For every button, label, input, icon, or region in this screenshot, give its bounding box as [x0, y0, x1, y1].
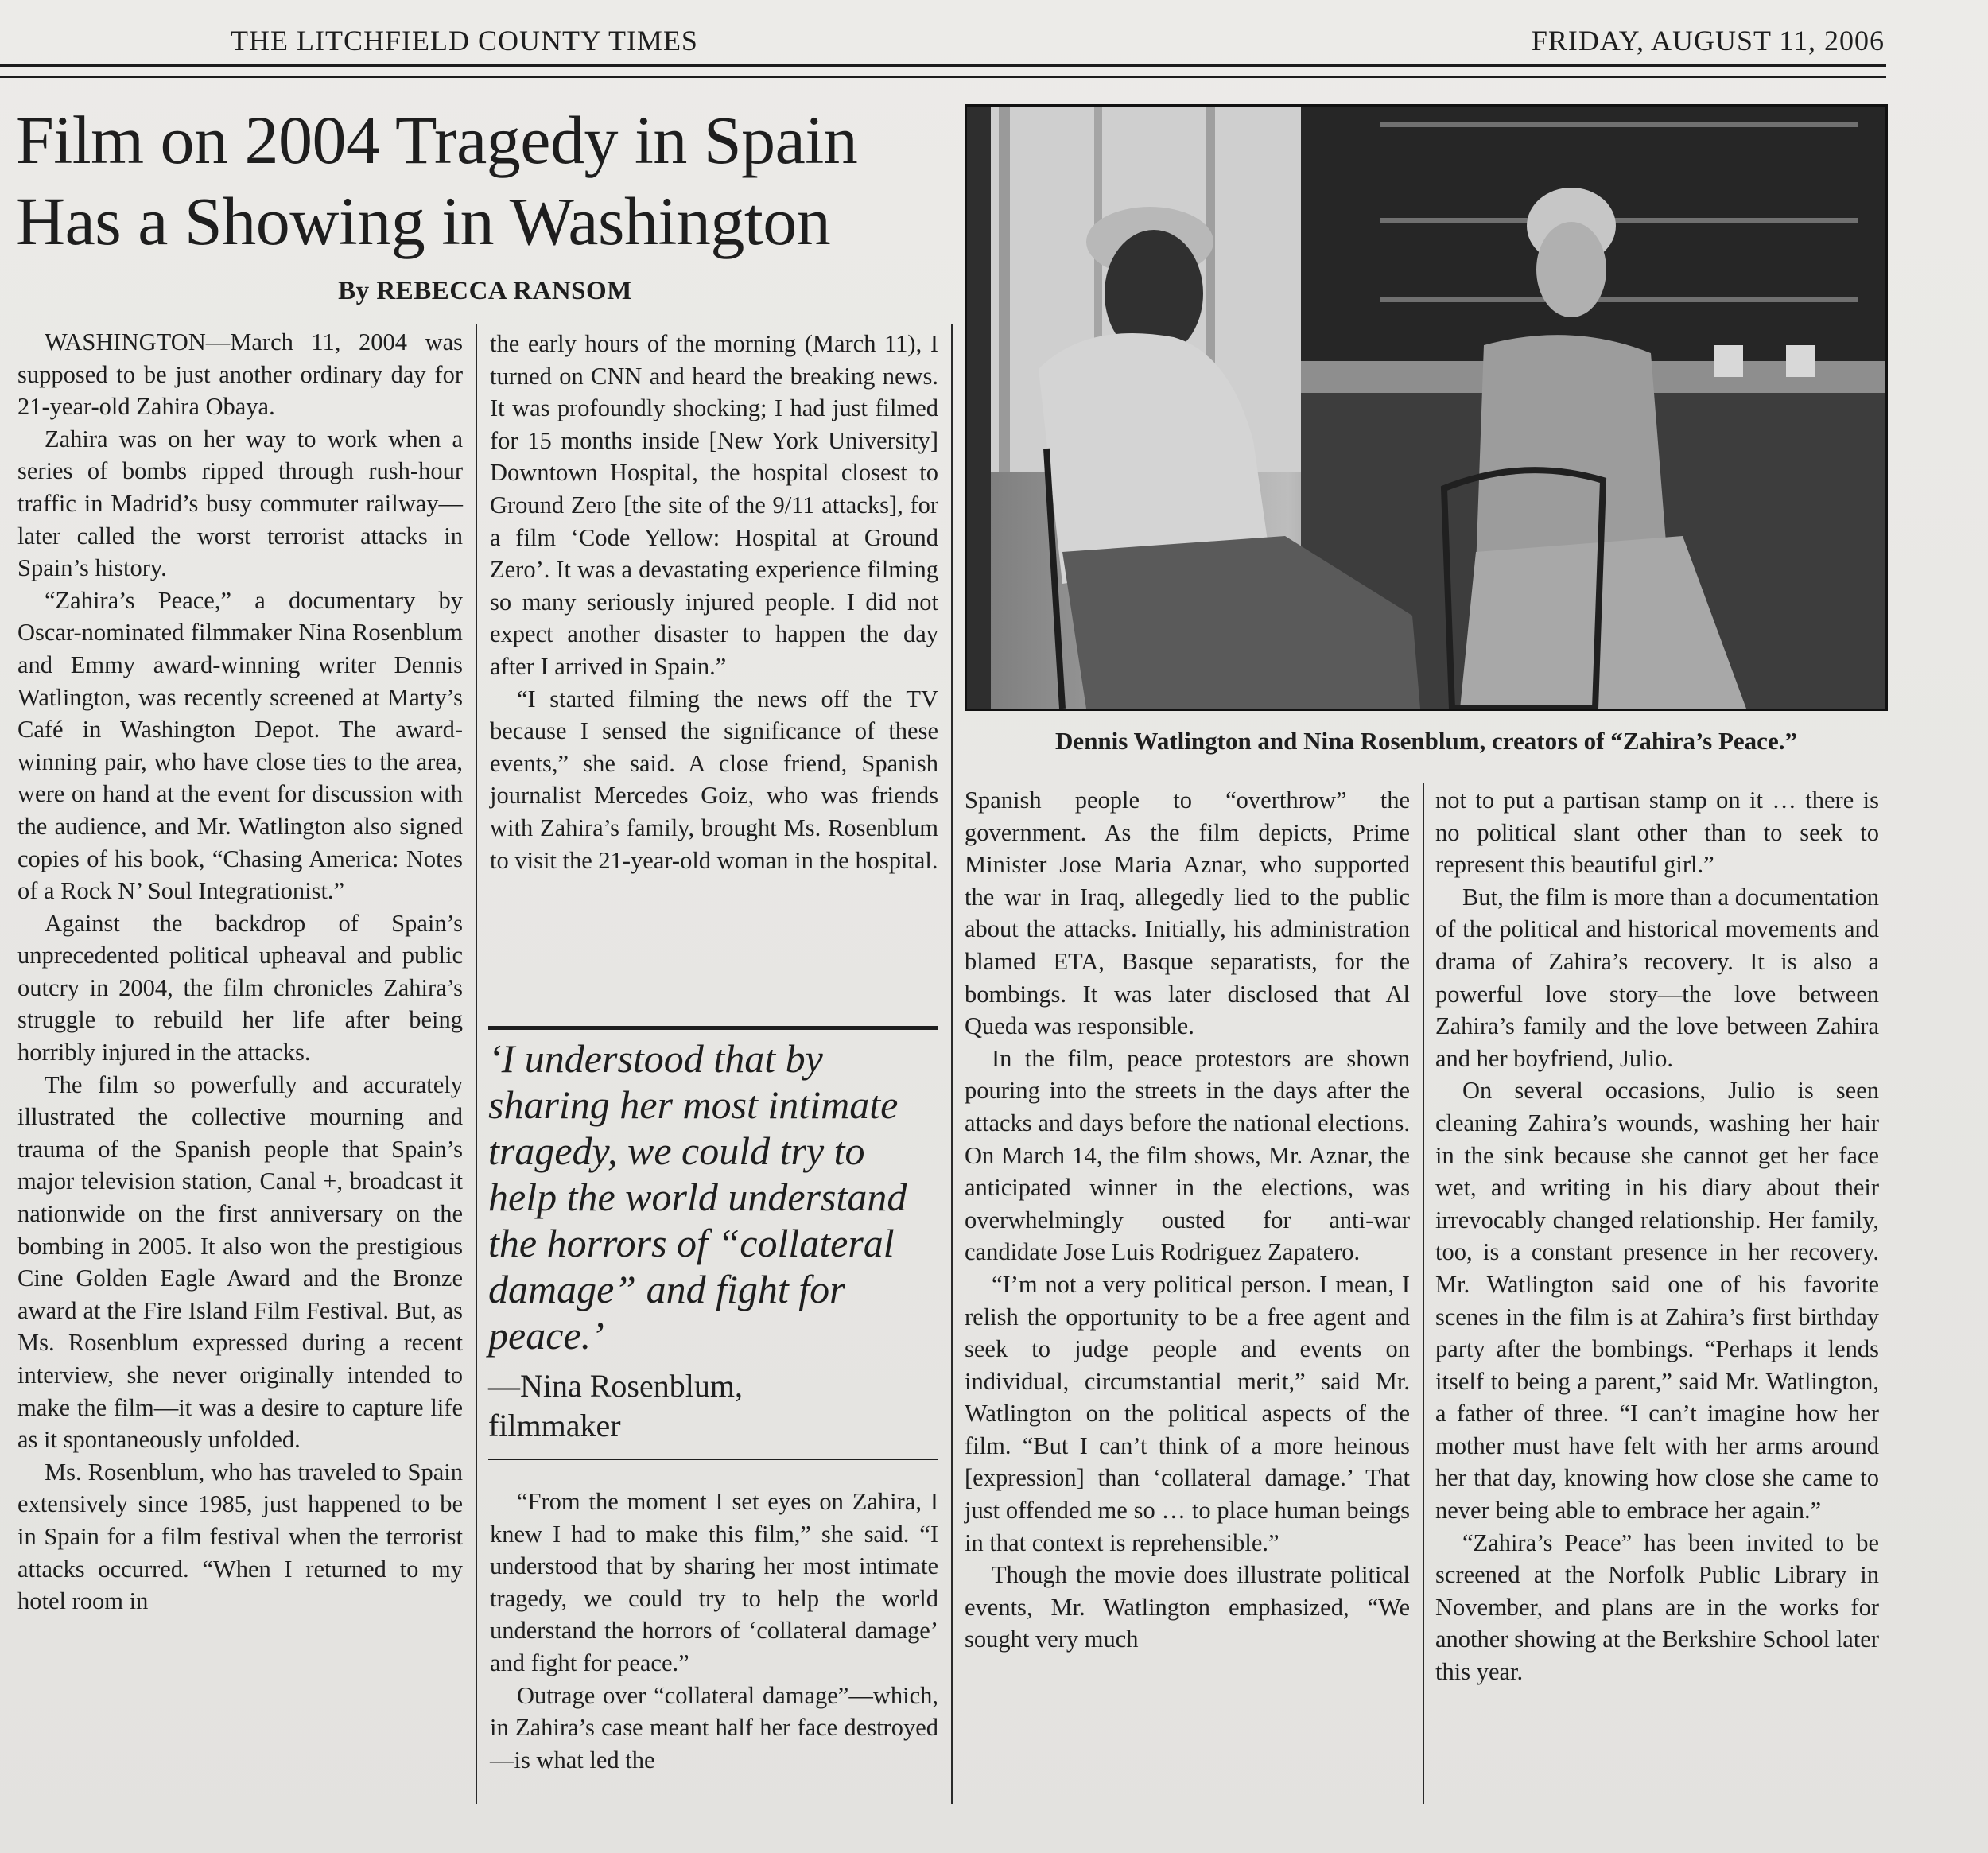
paragraph: Outrage over “collateral damage”—which, in Zahira’s case meant half her face destroyed—is what led the — [490, 1681, 938, 1773]
headline-line-1: Film on 2004 Tragedy in Spain — [16, 102, 858, 178]
headline-line-2: Has a Showing in Washington — [16, 183, 831, 259]
issue-date: FRIDAY, AUGUST 11, 2006 — [1531, 25, 1885, 56]
paper-name: THE LITCHFIELD COUNTY TIMES — [231, 25, 698, 56]
paragraph: Ms. Rosenblum, who has traveled to Spain extensively since 1985, just happened to be in Spain for a film festival when the terrorist attacks occurred. “When I returned to my hotel room in — [17, 1458, 463, 1615]
paragraph: Though the movie does illustrate political events, Mr. Watlington emphasized, “We sought very much — [965, 1561, 1410, 1653]
pull-quote-title: filmmaker — [488, 1408, 621, 1443]
pull-quote: ‘I understood that by sharing her most intimate tragedy, we could try to help the world understand the horrors of “collateral damage” and fight for peace.’ — [488, 1036, 907, 1358]
pull-quote-rule-bottom — [488, 1459, 938, 1460]
photo-image — [967, 107, 1885, 709]
paragraph: On several occasions, Julio is seen cleaning Zahira’s wounds, washing her hair in the sink because she cannot get her face wet, and writing in his diary about their irrevocably changed relationship. Her family, too, is a constant presence in her recovery. Mr. Watlington said one of his favorite scenes in the film is at Zahira’s first birthday party after the bombings. “Perhaps it lends itself to being a parent,” said Mr. Watlington, a father of three. “I can’t imagine how her mother must have felt with her arms around her that day, knowing how close she came to never being able to embrace her again.” — [1435, 1077, 1879, 1525]
paragraph: But, the film is more than a documentation of the political and historical movements and drama of Zahira’s recovery. It is also a powerful love story—the love between Zahira’s family and the love between Zahira and her boyfriend, Julio. — [1435, 883, 1879, 1072]
article-column-4 — [1435, 784, 1879, 1688]
masthead-rule — [0, 64, 1886, 67]
paragraph: “I’m not a very political person. I mean, I relish the opportunity to be a free agent and seek to judge people and events on individual, circumstantial merit,” said Mr. Watlington on the political aspects of the film. “But I can’t think of a more heinous [expression] than ‘collateral damage.’ That just offended me so … to place human beings in that context is reprehensible.” — [965, 1270, 1410, 1556]
column-divider — [951, 324, 953, 1804]
paragraph: “Zahira’s Peace,” a documentary by Oscar-nominated filmmaker Nina Rosenblum and Emmy award-winning writer Dennis Watlington, was recently screened at Marty’s Café in Washington Depot. The award-winning pair, who have close ties to the area, were on hand at the event for discussion with the audience, and Mr. Watlington also signed copies of his book, “Chasing America: Notes of a Rock N’ Soul Integrationist.” — [17, 586, 463, 905]
paragraph: Spanish people to “overthrow” the government. As the film depicts, Prime Minister Jose Maria Aznar, who supported the war in Iraq, allegedly lied to the public about the attacks. Initially, his administration blamed ETA, Basque separatists, for the bombings. It was later disclosed that Al Queda was responsible. — [965, 787, 1410, 1040]
paragraph: “Zahira’s Peace” has been invited to be screened at the Norfolk Public Library in November, and plans are in the works for another showing at the Berkshire School later this year. — [1435, 1529, 1879, 1686]
paragraph: WASHINGTON—March 11, 2004 was supposed to be just another ordinary day for 21-year-old Zahira Obaya. — [17, 328, 463, 421]
photo-creators — [965, 104, 1888, 711]
headline — [16, 99, 954, 262]
column-divider — [1423, 783, 1424, 1804]
paragraph: In the film, peace protestors are shown pouring into the streets in the days after the attacks and days before the national elections. On March 14, the film shows, Mr. Aznar, the anticipated winner in the elections, was overwhelmingly ousted for anti-war candidate Jose Luis Rodriguez Zapatero. — [965, 1044, 1410, 1266]
byline: By REBECCA RANSOM — [338, 277, 632, 305]
pull-quote-attribution — [488, 1366, 938, 1446]
pull-quote-rule-top — [488, 1026, 938, 1030]
paragraph: the early hours of the morning (March 11), I turned on CNN and heard the breaking news. It was profoundly shocking; I had just filmed for 15 months inside [New York University] Downtown Hospital, the hospital closest to Ground Zero [the site of the 9/11 attacks], for a film ‘Code Yellow: Hospital at Ground Zero’. It was a devastating experience filming so many seriously injured people. I did not expect another disaster to happen the day after I arrived in Spain.” — [490, 330, 938, 680]
paragraph: “From the moment I set eyes on Zahira, I knew I had to make this film,” she said. “I understood that by sharing her most intimate tragedy, we could try to help the world understand the horrors of ‘collateral damage’ and fight for peace.” — [490, 1488, 938, 1676]
article-column-2-bottom — [490, 1486, 938, 1776]
photo-caption: Dennis Watlington and Nina Rosenblum, creators of “Zahira’s Peace.” — [1055, 727, 1797, 755]
column-divider — [476, 324, 477, 1804]
paragraph: Zahira was on her way to work when a series of bombs ripped through rush-hour traffic in Madrid’s busy commuter railway—later called the worst terrorist attacks in Spain’s history. — [17, 425, 463, 582]
masthead-rule-thin — [0, 76, 1886, 78]
pull-quote-name: —Nina Rosenblum, — [488, 1368, 743, 1404]
article-column-2-top — [490, 328, 938, 876]
paragraph: not to put a partisan stamp on it … there is no political slant other than to seek to represent this beautiful girl.” — [1435, 787, 1879, 879]
article-column-3 — [965, 784, 1410, 1656]
article-column-1 — [17, 326, 463, 1618]
paragraph: The film so powerfully and accurately illustrated the collective mourning and trauma of the Spanish people that Spain’s major television station, Canal +, broadcast it nationwide on the first anniversary on the bombing in 2005. It also won the prestigious Cine Golden Eagle Award and the Bronze award at the Fire Island Film Festival. But, as Ms. Rosenblum expressed during a recent interview, she never originally intended to make the film—it was a desire to capture life as it spontaneously unfolded. — [17, 1070, 463, 1454]
paragraph: “I started filming the news off the TV because I sensed the significance of these events,” she said. A close friend, Spanish journalist Mercedes Goiz, who was friends with Zahira’s family, brought Ms. Rosenblum to visit the 21-year-old woman in the hospital. — [490, 685, 938, 874]
paragraph: Against the backdrop of Spain’s unprecedented political upheaval and public outcry in 2004, the film chronicles Zahira’s struggle to rebuild her life after being horribly injured in the attacks. — [17, 909, 463, 1066]
